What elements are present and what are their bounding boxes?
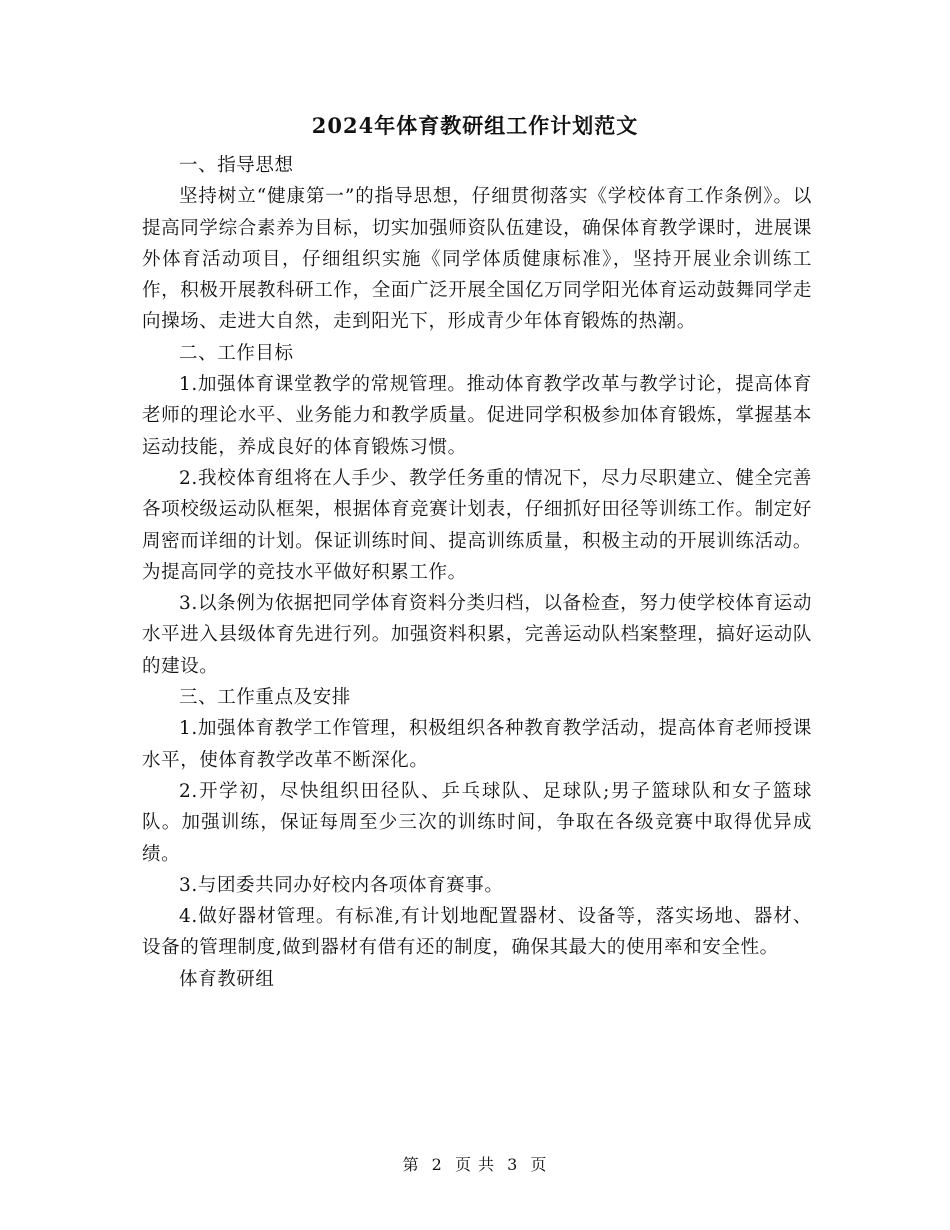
paragraph-key-4: 4.做好器材管理。有标准,有计划地配置器材、设备等，落实场地、器材、设备的管理制度,做到器材有借有还的制度，确保其最大的使用率和安全性。 [142, 906, 812, 959]
footer-current-page: 2 [431, 1155, 443, 1174]
section-heading-key-work: 三、工作重点及安排 [179, 687, 351, 709]
paragraph-goal-2: 2.我校体育组将在人手少、教学任务重的情况下，尽力尽职建立、健全完善各项校级运动队框架，根据体育竞赛计划表，仔细抓好田径等训练工作。制定好周密而详细的计划。保证训练时间、提高训练质量，积极主动的开展训练活动。为提高同学的竞技水平做好积累工作。 [142, 467, 812, 583]
footer-suffix: 页 [530, 1155, 548, 1174]
paragraph-key-3: 3.与团委共同办好校内各项体育赛事。 [179, 874, 504, 896]
paragraph-key-1: 1.加强体育教学工作管理，积极组织各种教育教学活动，提高体育老师授课水平，使体育教学改革不断深化。 [142, 718, 812, 771]
paragraph-goal-3: 3.以条例为依据把同学体育资料分类归档，以备检查，努力使学校体育运动水平进入县级体育先进行列。加强资料积累，完善运动队档案整理，搞好运动队的建设。 [142, 593, 812, 677]
signature-line: 体育教研组 [179, 968, 275, 990]
paragraph-key-2: 2.开学初，尽快组织田径队、乒乓球队、足球队;男子篮球队和女子篮球队。加强训练，保证每周至少三次的训练时间，争取在各级竞赛中取得优异成绩。 [142, 780, 812, 865]
paragraph-guiding-thought: 坚持树立“健康第一”的指导思想，仔细贯彻落实《学校体育工作条例》。以提高同学综合素养为目标，切实加强师资队伍建设，确保体育教学课时，进展课外体育活动项目，仔细组织实施《同学体质健康标准》，坚持开展业余训练工作，积极开展教科研工作，全面广泛开展全国亿万同学阳光体育运动鼓舞同学走向操场、走进大自然，走到阳光下，形成青少年体育锻炼的热潮。 [142, 186, 812, 333]
section-heading-guiding-thought: 一、指导思想 [179, 155, 294, 176]
document-body [142, 150, 812, 995]
section-heading-work-goals: 二、工作目标 [179, 342, 294, 364]
footer-mid: 页 共 [454, 1155, 496, 1174]
document-title: 2024年体育教研组工作计划范文 [311, 113, 639, 138]
footer-prefix: 第 [402, 1155, 420, 1174]
footer-total-pages: 3 [507, 1155, 519, 1174]
page-footer [0, 1152, 950, 1175]
paragraph-goal-1: 1.加强体育课堂教学的常规管理。推动体育教学改革与教学讨论，提高体育老师的理论水平、业务能力和教学质量。促进同学积极参加体育锻炼，掌握基本运动技能，养成良好的体育锻炼习惯。 [142, 374, 812, 458]
